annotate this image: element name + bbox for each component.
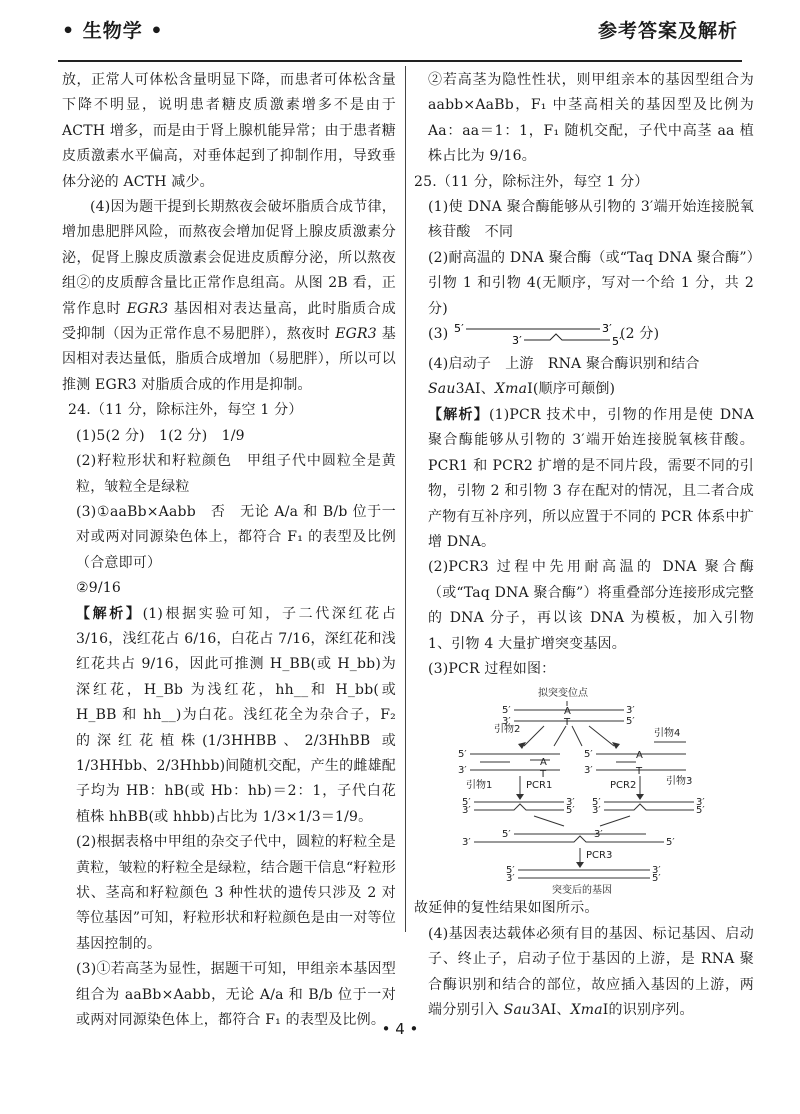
analysis-25-3: (3)PCR 过程如图： — [428, 660, 556, 677]
svg-text:5′: 5′ — [584, 749, 593, 761]
header-subject: • 生物学 • — [62, 20, 164, 42]
svg-text:3′: 3′ — [462, 805, 471, 817]
column-divider — [405, 66, 406, 932]
question-25-heading: 25.（11 分，除标注外，每空 1 分） — [414, 173, 649, 190]
svg-text:3′: 3′ — [506, 873, 515, 885]
svg-text:5′: 5′ — [506, 865, 515, 877]
analysis-25-3-result: 故延伸的复性结果如图所示。 — [414, 900, 599, 917]
analysis-label: 【解析】 — [76, 605, 143, 622]
analysis-25-1: 【解析】(1)PCR 技术中，引物的作用是使 DNA 聚合酶能够从引物的 3′端开始连接脱氧核苷酸。PCR1 和 PCR2 扩增的是不同片段，需要不同的引物，引物 2 和引物 3 存在配对的情况，且二者合成产物有互补序列，所以应置于不同的 PCR 体系中扩增 DNA。 — [428, 406, 754, 550]
analysis-24-3-2: ②若高茎为隐性性状，则甲组亲本的基因型组合为 aabb×AaBb，F₁ 中茎高相关的基因型及比例为 Aa：aa＝1：1，F₁ 随机交配，子代中高茎 aa 植株占比为 9/16。 — [428, 72, 754, 165]
analysis-24-2: (2)根据表格中甲组的杂交子代中，圆粒的籽粒全是黄粒，皱粒的籽粒全是绿粒，结合题干信息“籽粒形状、茎高和籽粒颜色 3 种性状的遗传只涉及 2 对等位基因”可知，籽粒形状和籽粒颜色是由一对等位基因控制的。 — [76, 834, 396, 952]
svg-text:3′: 3′ — [696, 797, 705, 809]
strand-3prime-label: 3′ — [602, 322, 612, 336]
page-number: • 4 • — [381, 1020, 419, 1038]
answer-24-1: (1)5(2 分) 1(2 分) 1/9 — [76, 427, 245, 444]
pcr3-label: PCR3 — [586, 850, 613, 862]
primer1-label: 引物1 — [466, 780, 493, 792]
answer-25-3: (3) 5′ 3′ 3′ 5′ (2 分) — [428, 322, 660, 349]
svg-text:3′: 3′ — [462, 837, 471, 849]
question-24-heading: 24.（11 分，除标注外，每空 1 分） — [68, 402, 303, 419]
svg-text:5′: 5′ — [502, 829, 511, 841]
header-title: 参考答案及解析 — [597, 20, 738, 42]
answer-25-4-enzymes: Sau3AⅠ、XmaⅠ(顺序可颠倒) — [428, 381, 616, 398]
pcr-diagram — [414, 684, 754, 896]
svg-text:3′: 3′ — [566, 797, 575, 809]
svg-text:5′: 5′ — [666, 837, 675, 849]
analysis-25-2: (2)PCR3 过程中先用耐高温的 DNA 聚合酶（或“Taq DNA 聚合酶”）将重叠部分连接形成完整的 DNA 分子，再以该 DNA 为模板，加入引物 1、引物 4 大量扩增突变基因。 — [428, 559, 754, 652]
svg-text:3′: 3′ — [652, 865, 661, 877]
base-T: T — [564, 717, 571, 729]
svg-text:5′: 5′ — [652, 873, 661, 885]
strand-5prime-label: 5′ — [454, 322, 464, 336]
svg-text:5′: 5′ — [502, 705, 511, 717]
base-T: T — [636, 766, 643, 778]
answer-24-2: (2)籽粒形状和籽粒颜色 甲组子代中圆粒全是黄粒，皱粒全是绿粒 — [76, 453, 396, 495]
answer-23-part4: (4)因为题干提到长期熬夜会破坏脂质合成节律，增加患肥胖风险，而熬夜会增加促肾上腺皮质激素分泌，促肾上腺皮质激素会促进皮质醇分泌，所以熬夜组②的皮质醇含量比正常作息组高。从图 2B 看，正常作息时 EGR3 基因相对表达量高，此时脂质合成受抑制（因为正常作息不易肥胖），熬夜时 EGR3 基因相对表达量低，脂质合成增加（易肥胖），所以可以推测 EGR3 对脂质合成的作用是抑制。 — [62, 199, 396, 393]
primer2-label: 引物2 — [494, 724, 521, 736]
svg-text:5′: 5′ — [696, 805, 705, 817]
right-column — [414, 68, 769, 1023]
analysis-25-4: (4)基因表达载体必须有目的基因、标记基因、启动子、终止子，启动子位于基因的上游，是 RNA 聚合酶识别和结合的部位，故应插入基因的上游，两端分别引入 Sau3AⅠ、XmaⅠ的识别序列。 — [428, 925, 754, 1018]
svg-text:3′: 3′ — [626, 705, 635, 717]
answer-25-4: (4)启动子 上游 RNA 聚合酶识别和结合 — [428, 356, 700, 373]
svg-text:3′: 3′ — [584, 765, 593, 777]
mutant-gene-label: 突变后的基因 — [552, 885, 612, 897]
strand-3prime-label: 3′ — [512, 334, 522, 348]
answer-24-3: (3)①aaBb×Aabb 否 无论 A/a 和 B/b 位于一对或两对同源染色体上，都符合 F₁ 的表型及比例（合意即可） — [76, 503, 396, 571]
strand-5prime-label: 5′ — [612, 335, 622, 349]
svg-text:3′: 3′ — [502, 716, 511, 728]
pcr1-label: PCR1 — [526, 780, 553, 792]
primer3-label: 引物3 — [666, 776, 693, 788]
pcr2-label: PCR2 — [610, 780, 637, 792]
answer-25-2: (2)耐高温的 DNA 聚合酶（或“Taq DNA 聚合酶”） 引物 1 和引物 4(无顺序，写对一个给 1 分，共 2 分) — [428, 249, 769, 317]
base-T: T — [540, 769, 547, 781]
analysis-label: 【解析】 — [428, 406, 489, 423]
answer-25-1: (1)使 DNA 聚合酶能够从引物的 3′端开始连接脱氧核苷酸 不同 — [428, 199, 754, 241]
answer-23-continued: 放，正常人可体松含量明显下降，而患者可体松含量下降不明显，说明患者糖皮质激素增多不是由于 ACTH 增多，而是由于肾上腺机能异常；由于患者糖皮质激素水平偏高，对垂体起到了抑制作用，导致垂体分泌的 ACTH 减少。 — [62, 72, 396, 190]
svg-text:5′: 5′ — [566, 805, 575, 817]
svg-text:5′: 5′ — [458, 749, 467, 761]
base-A: A — [636, 750, 643, 762]
header-rule — [58, 60, 742, 62]
answer-24-3-2: ②9/16 — [76, 580, 121, 597]
mutation-site-label: 拟突变位点 — [538, 688, 588, 700]
svg-text:3′: 3′ — [594, 829, 603, 841]
svg-text:5′: 5′ — [592, 797, 601, 809]
svg-text:3′: 3′ — [592, 805, 601, 817]
primer4-label: 引物4 — [654, 728, 681, 740]
base-A: A — [540, 757, 547, 769]
svg-text:3′: 3′ — [458, 765, 467, 777]
analysis-24-3: (3)①若高茎为显性，据题干可知，甲组亲本基因型组合为 aaBb×Aabb，无论 A/a 和 B/b 位于一对或两对同源染色体上，都符合 F₁ 的表型及比例。 — [76, 961, 396, 1029]
analysis-24-1: 【解析】(1)根据实验可知，子二代深红花占 3/16，浅红花占 6/16，白花占 7/16，深红花和浅红花共占 9/16，因此可推测 H_BB(或 H_bb)为深红花，H_Bb 为浅红花，hh__和 H_bb(或 H_BB 和 hh__)为白花。浅红花全为杂合子，F₂ 的深红花植株(1/3HHBB、2/3HhBB 或 1/3HHbb、2/3Hhbb)间随机交配，产生的雌雄配子均为 HB：hB(或 Hb：hb)＝2：1，子代白花植株 hhBB(或 hhbb)占比为 1/3×1/3＝1/9。 — [76, 605, 396, 825]
base-A: A — [564, 706, 571, 718]
svg-text:5′: 5′ — [462, 797, 471, 809]
left-column — [62, 68, 396, 1033]
svg-text:5′: 5′ — [626, 716, 635, 728]
